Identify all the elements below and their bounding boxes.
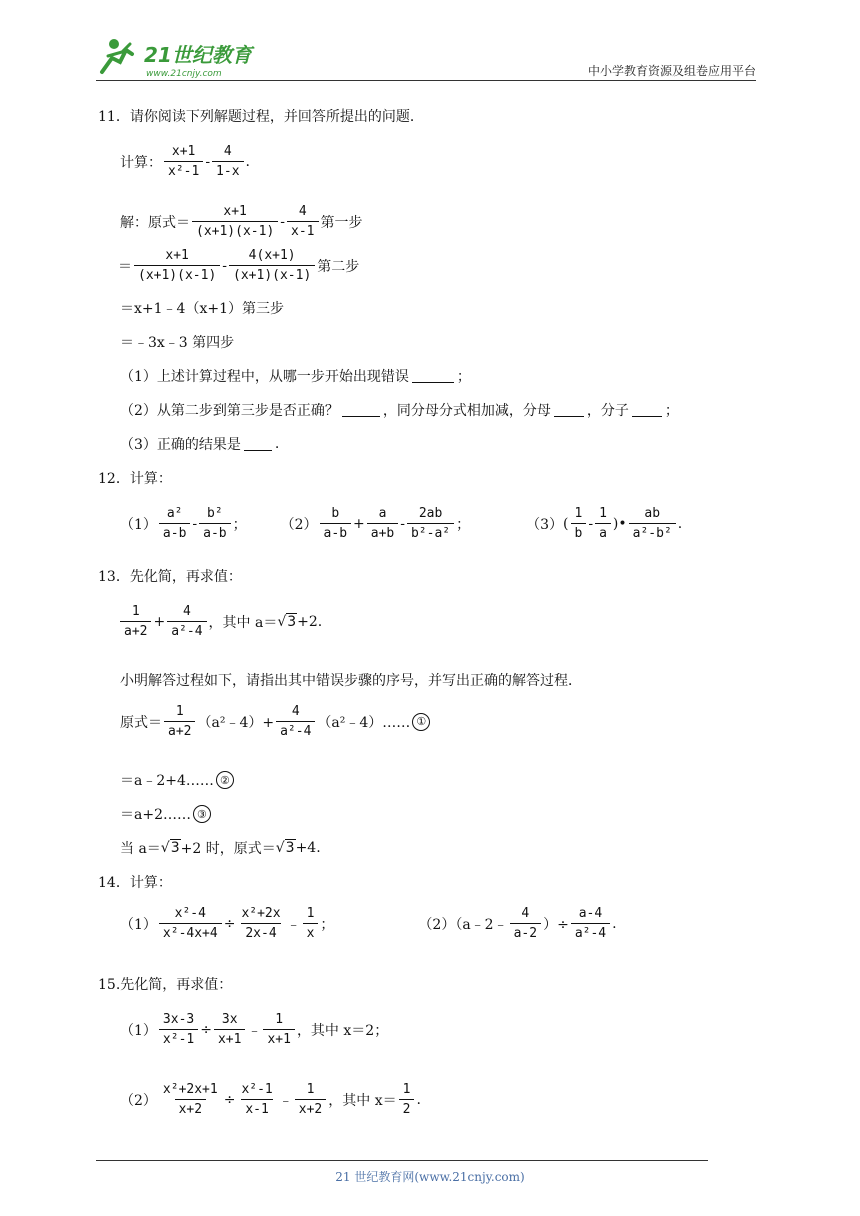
fraction: $\frac{a}{a+b}$ <box>367 506 398 541</box>
fraction: $\frac{2ab}{\text{b²-a²}}$ <box>407 506 454 541</box>
header-slogan: 中小学教育资源及组卷应用平台 <box>587 64 756 78</box>
fraction: $\frac{3x}{x+1}$ <box>214 1012 245 1047</box>
fraction: $\frac{1}{x+1}$ <box>263 1012 294 1047</box>
q13-intro: 小明解答过程如下，请指出其中错误步骤的序号，并写出正确的解答过程． <box>120 673 582 689</box>
fraction: $\frac{4}{\text{a²-4}}$ <box>167 604 206 639</box>
q13-step2: ＝a﹣2+4…… ② <box>120 770 234 790</box>
q14-title: 14．计算： <box>98 875 172 891</box>
sqrt-symbol: √3 <box>275 840 295 856</box>
q11-expression: 计算： $\frac{x+1}{\text{x²-1}}$ - $\frac{4}{1-x}$ . <box>120 144 250 179</box>
logo-url: www.21cnjy.com <box>146 69 222 79</box>
fraction: $\frac{1}{a+2}$ <box>120 604 151 639</box>
q11-step1: 解：原式＝ $\frac{x+1}{(x+1)(x-1)}$ - $\frac{4}{x-1}$ 第一步 <box>120 204 363 239</box>
fraction: $\frac{\text{x²+2x}}{2x-4}$ <box>241 906 281 941</box>
q14-problems: （1） $\frac{\text{x²-4}}{\text{x²-4x+4}}$ ÷ $\frac{\text{x²+2x}}{2x-4}$ ﹣ $\frac{1}{x}$ ； （2）（a﹣2﹣ $\frac{4}{a-2}$ ）÷ $\frac{a-4}{\text{a²-4}}$ . <box>120 906 617 941</box>
step-marker: ② <box>216 771 234 789</box>
fraction: $\frac{1}{x}$ <box>303 906 319 941</box>
fraction: $\frac{1}{a}$ <box>595 506 611 541</box>
fraction: $\frac{\text{b²}}{a-b}$ <box>199 506 230 541</box>
fraction: $\frac{4}{1-x}$ <box>212 144 243 179</box>
fraction: $\frac{\text{x²-4}}{\text{x²-4x+4}}$ <box>159 906 222 941</box>
q11-step2: ＝ $\frac{x+1}{(x+1)(x-1)}$ - $\frac{4(x+1)}{(x+1)(x-1)}$ 第二步 <box>118 248 360 283</box>
q11-step4: ＝﹣3x﹣3 第四步 <box>120 335 235 351</box>
fraction: $\frac{1}{b}$ <box>571 506 587 541</box>
footer-text: 21 世纪教育网(www.21cnjy.com) <box>335 1170 525 1184</box>
step-marker: ③ <box>193 805 211 823</box>
q13-title: 13．先化简，再求值： <box>98 569 242 585</box>
logo-text: 21世纪教育 <box>144 43 252 67</box>
q11-title: 11．请你阅读下列解题过程，并回答所提出的问题． <box>98 109 424 125</box>
step-marker: ① <box>412 713 430 731</box>
q13-step3: ＝a+2…… ③ <box>120 804 211 824</box>
fraction: $\frac{4(x+1)}{(x+1)(x-1)}$ <box>229 248 315 283</box>
q15-title: 15.先化简，再求值： <box>98 977 233 993</box>
fraction: $\frac{\text{a²}}{a-b}$ <box>159 506 190 541</box>
fraction: $\frac{1}{2}$ <box>399 1082 415 1117</box>
q12-problems: （1） $\frac{\text{a²}}{a-b}$ - $\frac{\text{b²}}{a-b}$ ； （2） $\frac{b}{a-b}$ + $\frac{a}{a+b}$ - $\frac{2ab}{\text{b²-a²}}$ ； （3） ( $\frac{1}{b}$ - $\frac{1}{a}$ )• $\frac{ab}{\text{a²-b²}}$ . <box>120 506 683 541</box>
q11-part3: （3）正确的结果是 . <box>120 436 280 453</box>
q13-step1: 原式＝ $\frac{1}{a+2}$ （a²﹣4）+ $\frac{4}{\text{a²-4}}$ （a²﹣4）…… ① <box>120 704 430 739</box>
fraction: $\frac{x+1}{\text{x²-1}}$ <box>164 144 203 179</box>
header-divider <box>96 80 756 81</box>
q11-step3: ＝x+1﹣4（x+1）第三步 <box>120 301 284 317</box>
answer-blank[interactable] <box>554 404 584 417</box>
fraction: $\frac{x+1}{(x+1)(x-1)}$ <box>192 204 278 239</box>
q12-title: 12．计算： <box>98 471 172 487</box>
q15-part2: （2） $\frac{\text{x²+2x+1}}{x+2}$ ÷ $\frac{\text{x²-1}}{x-1}$ ﹣ $\frac{1}{x+2}$ ，其中 x＝ $\frac{1}{2}$ . <box>120 1082 421 1117</box>
footer-divider <box>96 1160 708 1161</box>
answer-blank[interactable] <box>412 370 454 383</box>
answer-blank[interactable] <box>342 404 380 417</box>
site-logo <box>96 34 256 80</box>
fraction: $\frac{a-4}{\text{a²-4}}$ <box>571 906 610 941</box>
fraction: $\frac{\text{x²-1}}{x-1}$ <box>241 1082 273 1117</box>
q11-part1: （1）上述计算过程中，从哪一步开始出现错误 ； <box>120 369 471 385</box>
fraction: $\frac{4}{x-1}$ <box>287 204 318 239</box>
q11-part2: （2）从第二步到第三步是否正确？ ，同分母分式相加减，分母 ，分子 ； <box>120 403 679 419</box>
answer-blank[interactable] <box>244 438 272 451</box>
fraction: $\frac{x+1}{(x+1)(x-1)}$ <box>134 248 220 283</box>
sqrt-symbol: √3 <box>277 613 297 630</box>
q13-step4: 当 a＝ √3 +2 时，原式＝ √3 +4. <box>120 840 321 857</box>
runner-logo-icon <box>96 34 256 80</box>
fraction: $\frac{ab}{\text{a²-b²}}$ <box>629 506 676 541</box>
fraction: $\frac{4}{\text{a²-4}}$ <box>276 704 315 739</box>
q13-expression: $\frac{1}{a+2}$ + $\frac{4}{\text{a²-4}}$ ，其中 a＝ √3 +2. <box>118 604 322 639</box>
fraction: $\frac{3x-3}{\text{x²-1}}$ <box>159 1012 198 1047</box>
sqrt-symbol: √3 <box>160 840 180 856</box>
fraction: $\frac{1}{x+2}$ <box>295 1082 326 1117</box>
fraction: $\frac{b}{a-b}$ <box>320 506 351 541</box>
answer-blank[interactable] <box>632 404 662 417</box>
q15-part1: （1） $\frac{3x-3}{\text{x²-1}}$ ÷ $\frac{3x}{x+1}$ ﹣ $\frac{1}{x+1}$ ，其中 x＝2； <box>120 1012 389 1047</box>
calc-label: 计算： <box>120 154 162 171</box>
fraction: $\frac{1}{a+2}$ <box>164 704 195 739</box>
fraction: $\frac{4}{a-2}$ <box>510 906 541 941</box>
fraction: $\frac{\text{x²+2x+1}}{x+2}$ <box>162 1082 218 1117</box>
